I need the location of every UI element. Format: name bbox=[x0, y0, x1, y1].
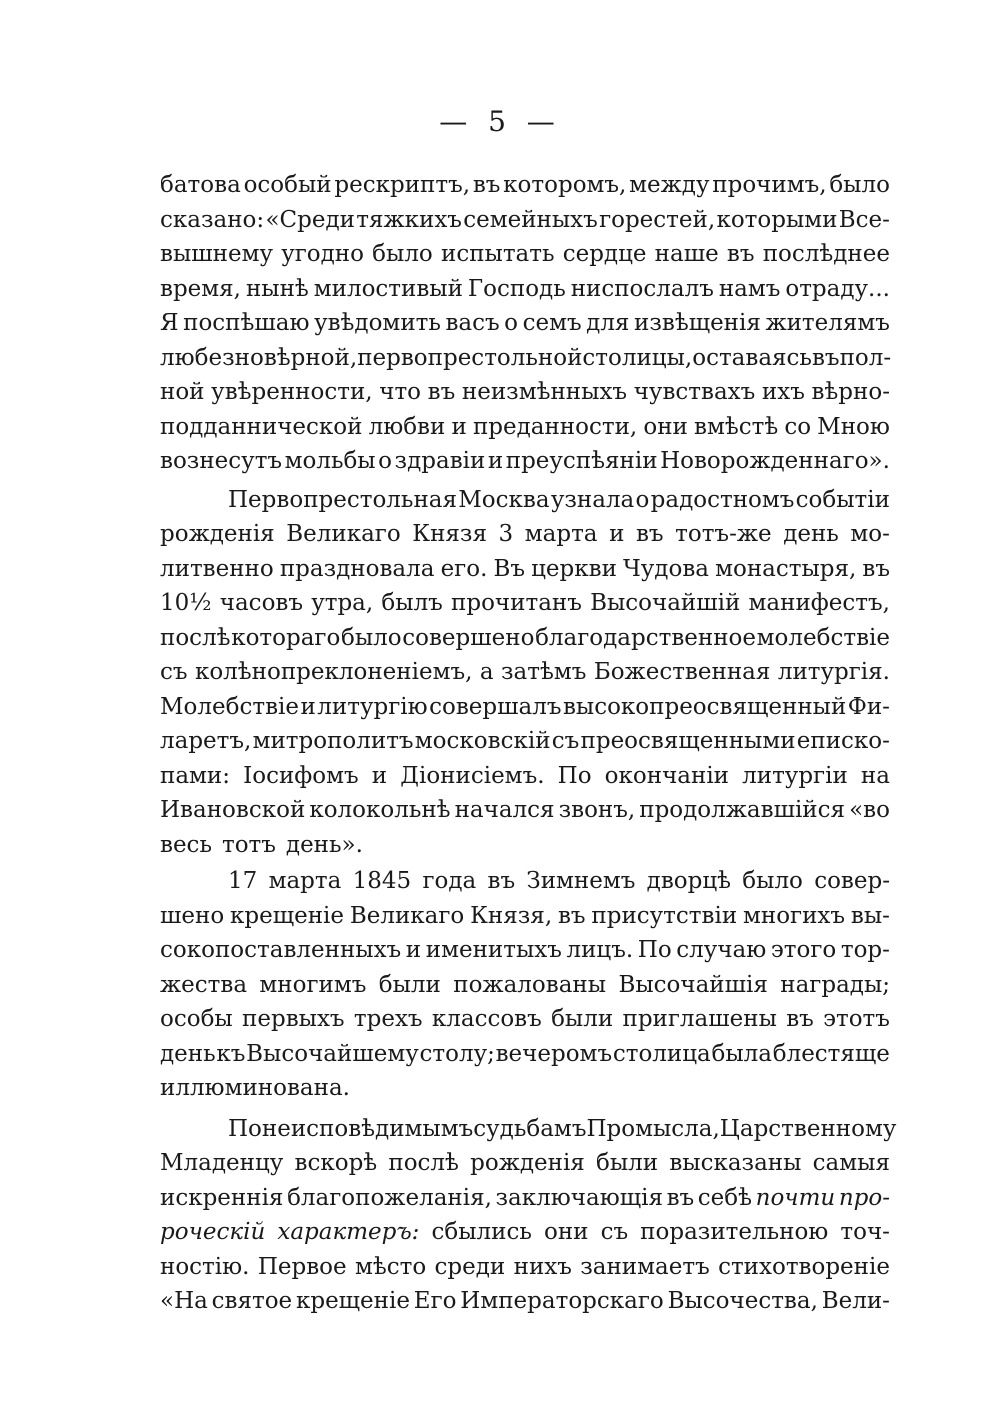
word: въ bbox=[427, 379, 456, 405]
word: горестей, bbox=[599, 206, 716, 233]
text-line bbox=[160, 1146, 890, 1181]
word: тяжкихъ bbox=[356, 206, 462, 233]
word: послѣ bbox=[388, 1150, 459, 1176]
word: семъ bbox=[522, 310, 582, 336]
text-line bbox=[160, 1002, 890, 1037]
word: высокопреосвященный bbox=[562, 693, 847, 720]
word: Князя, bbox=[470, 902, 553, 929]
word: церкви bbox=[531, 555, 617, 582]
word: было bbox=[372, 241, 433, 267]
word: заключающія bbox=[495, 1184, 663, 1211]
word: для bbox=[586, 310, 630, 336]
word: окончаніи bbox=[604, 762, 730, 789]
word: въ bbox=[811, 344, 840, 371]
word: батова bbox=[160, 172, 241, 198]
word: Первопрестольная bbox=[228, 486, 457, 513]
word: занимаетъ bbox=[580, 1253, 710, 1280]
word: Царственному bbox=[719, 1115, 897, 1142]
word: особы bbox=[160, 1006, 233, 1032]
text-line bbox=[160, 864, 890, 899]
word: Великаго bbox=[349, 902, 465, 929]
word: Промысла, bbox=[586, 1115, 720, 1142]
word: преданности, bbox=[472, 413, 638, 440]
word: шено bbox=[160, 902, 225, 929]
word: были bbox=[551, 1006, 614, 1032]
word: подданнической bbox=[160, 413, 363, 440]
word: и bbox=[451, 413, 467, 440]
text-line bbox=[160, 621, 890, 656]
word: марта bbox=[268, 868, 342, 894]
word: поспѣшаю bbox=[183, 310, 310, 336]
word: на bbox=[860, 762, 890, 789]
word: особый bbox=[243, 172, 332, 198]
word: вечеромъ bbox=[495, 1040, 613, 1067]
word: оставаясь bbox=[692, 344, 812, 371]
word: ностію. bbox=[160, 1253, 250, 1280]
word: 10½ bbox=[160, 590, 212, 616]
word: Діонисіемъ. bbox=[400, 762, 545, 789]
word: узнала bbox=[550, 486, 635, 513]
word: нихъ bbox=[513, 1253, 572, 1280]
text-line bbox=[160, 968, 890, 1003]
word: сердце bbox=[562, 241, 647, 267]
word: ниспослалъ bbox=[570, 275, 714, 302]
word: Въ bbox=[493, 555, 526, 582]
word: трехъ bbox=[353, 1006, 423, 1032]
word: весь bbox=[160, 831, 212, 858]
text-line bbox=[160, 306, 890, 341]
text-line bbox=[160, 933, 890, 968]
word: литургію bbox=[317, 693, 428, 720]
word: мо- bbox=[850, 521, 890, 547]
word: нынѣ bbox=[245, 275, 309, 302]
word: Императорскаго bbox=[460, 1288, 664, 1314]
word: неисповѣдимымъ bbox=[261, 1115, 474, 1142]
word: первыхъ bbox=[242, 1006, 345, 1032]
word: сбылись bbox=[431, 1219, 532, 1245]
word: и bbox=[371, 762, 388, 789]
word: Великаго bbox=[286, 521, 401, 547]
word: извѣщенія bbox=[634, 310, 761, 336]
word: благопожеланія, bbox=[287, 1184, 492, 1211]
word: Младенцу bbox=[160, 1150, 284, 1176]
word: точ- bbox=[840, 1219, 890, 1245]
word: въ bbox=[666, 1184, 695, 1211]
word: радостномъ bbox=[650, 486, 795, 513]
word: они bbox=[643, 413, 688, 440]
word: 1845 bbox=[352, 868, 412, 894]
word: сокопоставленныхъ bbox=[160, 937, 402, 963]
word: а bbox=[479, 659, 494, 685]
word: съ bbox=[160, 659, 188, 685]
word: 3 bbox=[498, 521, 514, 547]
text-line bbox=[160, 655, 890, 690]
word: время, bbox=[160, 275, 241, 302]
paragraph bbox=[160, 483, 890, 863]
word: къ bbox=[216, 1040, 246, 1067]
word: было bbox=[829, 172, 890, 198]
text-line bbox=[160, 483, 890, 518]
word: «во bbox=[849, 797, 890, 823]
text-line bbox=[160, 828, 890, 863]
text-line bbox=[160, 759, 890, 794]
word: и bbox=[487, 448, 504, 474]
word: со bbox=[784, 413, 812, 440]
word: Высочайшій bbox=[590, 590, 741, 616]
word: про- bbox=[838, 1184, 890, 1211]
word: любви bbox=[368, 413, 446, 440]
word: присутствіи bbox=[591, 902, 738, 929]
word: рожденія bbox=[160, 521, 275, 547]
word: случаю bbox=[676, 937, 767, 963]
word: монастыря, bbox=[715, 555, 857, 582]
word: тотъ bbox=[221, 831, 276, 858]
word: Мною bbox=[817, 413, 890, 440]
word: Москва bbox=[458, 486, 550, 513]
word: увѣренности, bbox=[211, 379, 373, 405]
word: было bbox=[742, 868, 803, 894]
word: и bbox=[405, 937, 422, 963]
word: прочитанъ bbox=[451, 590, 582, 616]
word: еписко- bbox=[796, 728, 890, 754]
word: въ bbox=[862, 555, 890, 582]
word: въ bbox=[472, 172, 501, 198]
word: Первое bbox=[257, 1253, 347, 1280]
word: жества bbox=[160, 971, 248, 998]
word: которомъ, bbox=[503, 172, 627, 198]
word: вмѣстѣ bbox=[694, 413, 779, 440]
word: совершено bbox=[402, 624, 535, 651]
word: между bbox=[629, 172, 710, 198]
word: продолжавшійся bbox=[639, 797, 846, 823]
word: награды; bbox=[780, 971, 890, 998]
word: многимъ bbox=[259, 971, 367, 998]
word: была bbox=[711, 1040, 772, 1067]
word: столица bbox=[612, 1040, 711, 1067]
word: съ bbox=[551, 728, 580, 754]
word: увѣдомить bbox=[314, 310, 441, 336]
word: пол- bbox=[839, 344, 892, 371]
word: литургія. bbox=[777, 659, 890, 685]
word: о bbox=[378, 448, 393, 474]
word: По bbox=[557, 762, 592, 789]
word: ларетъ, bbox=[160, 728, 252, 754]
word: классовъ bbox=[431, 1006, 542, 1032]
word: Высочества, bbox=[667, 1288, 818, 1314]
text-line bbox=[160, 724, 890, 759]
word: поразительною bbox=[640, 1219, 829, 1245]
word: мольбы bbox=[284, 448, 376, 474]
text-line bbox=[160, 341, 890, 376]
text-line bbox=[160, 237, 890, 272]
text-line bbox=[160, 1215, 890, 1250]
text-line bbox=[160, 444, 890, 479]
word: тор- bbox=[840, 937, 890, 963]
word: день bbox=[160, 1040, 216, 1067]
word: любезновѣрной, bbox=[160, 344, 358, 371]
word: Божественная bbox=[593, 659, 771, 685]
word: литургіи bbox=[742, 762, 848, 789]
word: колѣнопреклоненіемъ, bbox=[194, 659, 473, 685]
word: ихъ bbox=[761, 379, 805, 405]
word: о bbox=[635, 486, 650, 513]
word: о bbox=[504, 310, 519, 336]
word: были bbox=[378, 971, 441, 998]
word: вышнему bbox=[160, 241, 274, 267]
word: и bbox=[609, 521, 625, 547]
word: были bbox=[596, 1150, 659, 1176]
word: Я bbox=[160, 310, 179, 336]
word: преосвященными bbox=[580, 728, 796, 754]
word: святое bbox=[211, 1288, 293, 1314]
word: было bbox=[340, 624, 402, 651]
word: себѣ bbox=[697, 1184, 753, 1211]
word: тотъ-же bbox=[675, 521, 772, 547]
word: почти bbox=[755, 1184, 836, 1211]
word: вы- bbox=[850, 902, 890, 929]
word: намъ bbox=[718, 275, 781, 302]
word: пами: bbox=[160, 762, 231, 789]
word: наше bbox=[654, 241, 719, 267]
word: которыми bbox=[716, 206, 838, 233]
word: года bbox=[422, 868, 477, 894]
word: испытать bbox=[440, 241, 555, 267]
word: праздновала bbox=[279, 555, 435, 582]
word: его. bbox=[440, 555, 488, 582]
text-line bbox=[160, 1181, 890, 1216]
text-line bbox=[160, 168, 890, 203]
text-line bbox=[160, 517, 890, 552]
word: котораго bbox=[231, 624, 341, 651]
word: лицъ. bbox=[566, 937, 634, 963]
text-line bbox=[160, 1071, 890, 1106]
word: московскій bbox=[414, 728, 551, 754]
word: семейныхъ bbox=[463, 206, 598, 233]
word: они bbox=[543, 1219, 589, 1245]
word: Іосифомъ bbox=[243, 762, 359, 789]
word: иллюминована. bbox=[160, 1075, 350, 1101]
word: послѣ bbox=[160, 624, 231, 651]
word: среди bbox=[434, 1253, 506, 1280]
text-line bbox=[160, 375, 890, 410]
word: совер- bbox=[814, 868, 890, 894]
word: роческій bbox=[160, 1219, 266, 1245]
word: отраду... bbox=[785, 275, 890, 302]
word: первопрестольной bbox=[357, 344, 583, 371]
word: Чудова bbox=[623, 555, 709, 582]
word: событіи bbox=[795, 486, 890, 513]
word: Зимнемъ bbox=[526, 868, 636, 894]
word: Вели- bbox=[821, 1288, 890, 1314]
word: Ивановской bbox=[160, 797, 306, 823]
text-line bbox=[160, 1112, 897, 1147]
word: съ bbox=[600, 1219, 629, 1245]
word: крещеніе bbox=[295, 1288, 410, 1314]
word: рожденія bbox=[470, 1150, 585, 1176]
word: пожалованы bbox=[453, 971, 607, 998]
word: въ bbox=[557, 902, 586, 929]
word: мѣсто bbox=[354, 1253, 427, 1280]
word: этотъ bbox=[823, 1006, 890, 1032]
text-line bbox=[160, 1284, 890, 1319]
word: совершалъ bbox=[429, 693, 562, 720]
word: сказано: bbox=[160, 206, 265, 233]
word: приглашены bbox=[622, 1006, 777, 1032]
word: самыя bbox=[812, 1150, 890, 1176]
word: неизмѣнныхъ bbox=[461, 379, 628, 405]
word: былъ bbox=[381, 590, 443, 616]
text-line bbox=[160, 1037, 890, 1072]
word: колокольнѣ bbox=[309, 797, 451, 823]
word: утра, bbox=[311, 590, 374, 616]
text-line bbox=[160, 586, 890, 621]
text-line bbox=[160, 203, 890, 238]
word: въ bbox=[786, 1006, 814, 1032]
word: характеръ: bbox=[277, 1219, 420, 1245]
word: литвенно bbox=[160, 555, 274, 582]
word: По bbox=[637, 937, 672, 963]
word: Молебствіе bbox=[160, 693, 299, 720]
word: и bbox=[300, 693, 316, 720]
word: въ bbox=[635, 521, 664, 547]
word: По bbox=[228, 1115, 262, 1142]
word: дворцѣ bbox=[646, 868, 732, 894]
text-line bbox=[160, 690, 890, 725]
word: часовъ bbox=[219, 590, 303, 616]
word: «Среди bbox=[265, 206, 355, 233]
word: рескриптъ, bbox=[334, 172, 471, 198]
word: крещеніе bbox=[230, 902, 345, 929]
word: ной bbox=[160, 379, 205, 405]
word: затѣмъ bbox=[501, 659, 587, 685]
word: день». bbox=[285, 831, 363, 858]
word: столицы, bbox=[582, 344, 693, 371]
text-line bbox=[160, 552, 890, 587]
word: «На bbox=[160, 1288, 208, 1314]
text-line bbox=[160, 272, 890, 307]
word: Господь bbox=[467, 275, 566, 302]
word: блестяще bbox=[772, 1040, 890, 1067]
paragraph bbox=[160, 864, 890, 1106]
word: жителямъ bbox=[765, 310, 890, 336]
word: васъ bbox=[445, 310, 500, 336]
word: этого bbox=[770, 937, 837, 963]
word: вознесутъ bbox=[160, 448, 283, 474]
word: молебствіе bbox=[756, 624, 890, 651]
word: высказаны bbox=[669, 1150, 802, 1176]
text-line bbox=[160, 899, 890, 934]
text-line bbox=[160, 1250, 890, 1285]
word: въ bbox=[726, 241, 755, 267]
word: благодарственное bbox=[535, 624, 757, 651]
word: Высочайшія bbox=[618, 971, 768, 998]
word: угодно bbox=[281, 241, 364, 267]
word: Фи- bbox=[847, 693, 890, 720]
word: вѣрно- bbox=[811, 379, 890, 405]
word: 17 bbox=[228, 868, 258, 894]
text-line bbox=[160, 793, 890, 828]
word: марта bbox=[524, 521, 598, 547]
word: въ bbox=[487, 868, 516, 894]
word: начался bbox=[454, 797, 555, 823]
word: манифестъ, bbox=[748, 590, 890, 616]
word: милостивый bbox=[313, 275, 463, 302]
word: что bbox=[379, 379, 422, 405]
word: искреннія bbox=[160, 1184, 284, 1211]
paragraph bbox=[160, 168, 890, 479]
word: день bbox=[783, 521, 839, 547]
word: Князя bbox=[412, 521, 487, 547]
word: судьбамъ bbox=[473, 1115, 587, 1142]
word: прочимъ, bbox=[712, 172, 827, 198]
paragraph bbox=[160, 1112, 897, 1319]
word: митрополитъ bbox=[252, 728, 414, 754]
text-line bbox=[160, 410, 890, 445]
word: преуспѣяніи bbox=[505, 448, 658, 474]
word: чувствахъ bbox=[633, 379, 756, 405]
word: Все- bbox=[838, 206, 890, 233]
word: послѣднее bbox=[762, 241, 890, 267]
word: стихотвореніе bbox=[718, 1253, 890, 1280]
word: Его bbox=[413, 1288, 457, 1314]
word: Высочайшему bbox=[246, 1040, 419, 1067]
word: столу; bbox=[419, 1040, 495, 1067]
word: звонъ, bbox=[558, 797, 636, 823]
word: здравіи bbox=[394, 448, 486, 474]
page-number: — 5 — bbox=[439, 105, 561, 138]
word: Новорожденнаго». bbox=[660, 448, 890, 474]
word: именитыхъ bbox=[425, 937, 562, 963]
word: многихъ bbox=[742, 902, 846, 929]
word: вскорѣ bbox=[294, 1150, 378, 1176]
page-body bbox=[160, 168, 897, 1319]
